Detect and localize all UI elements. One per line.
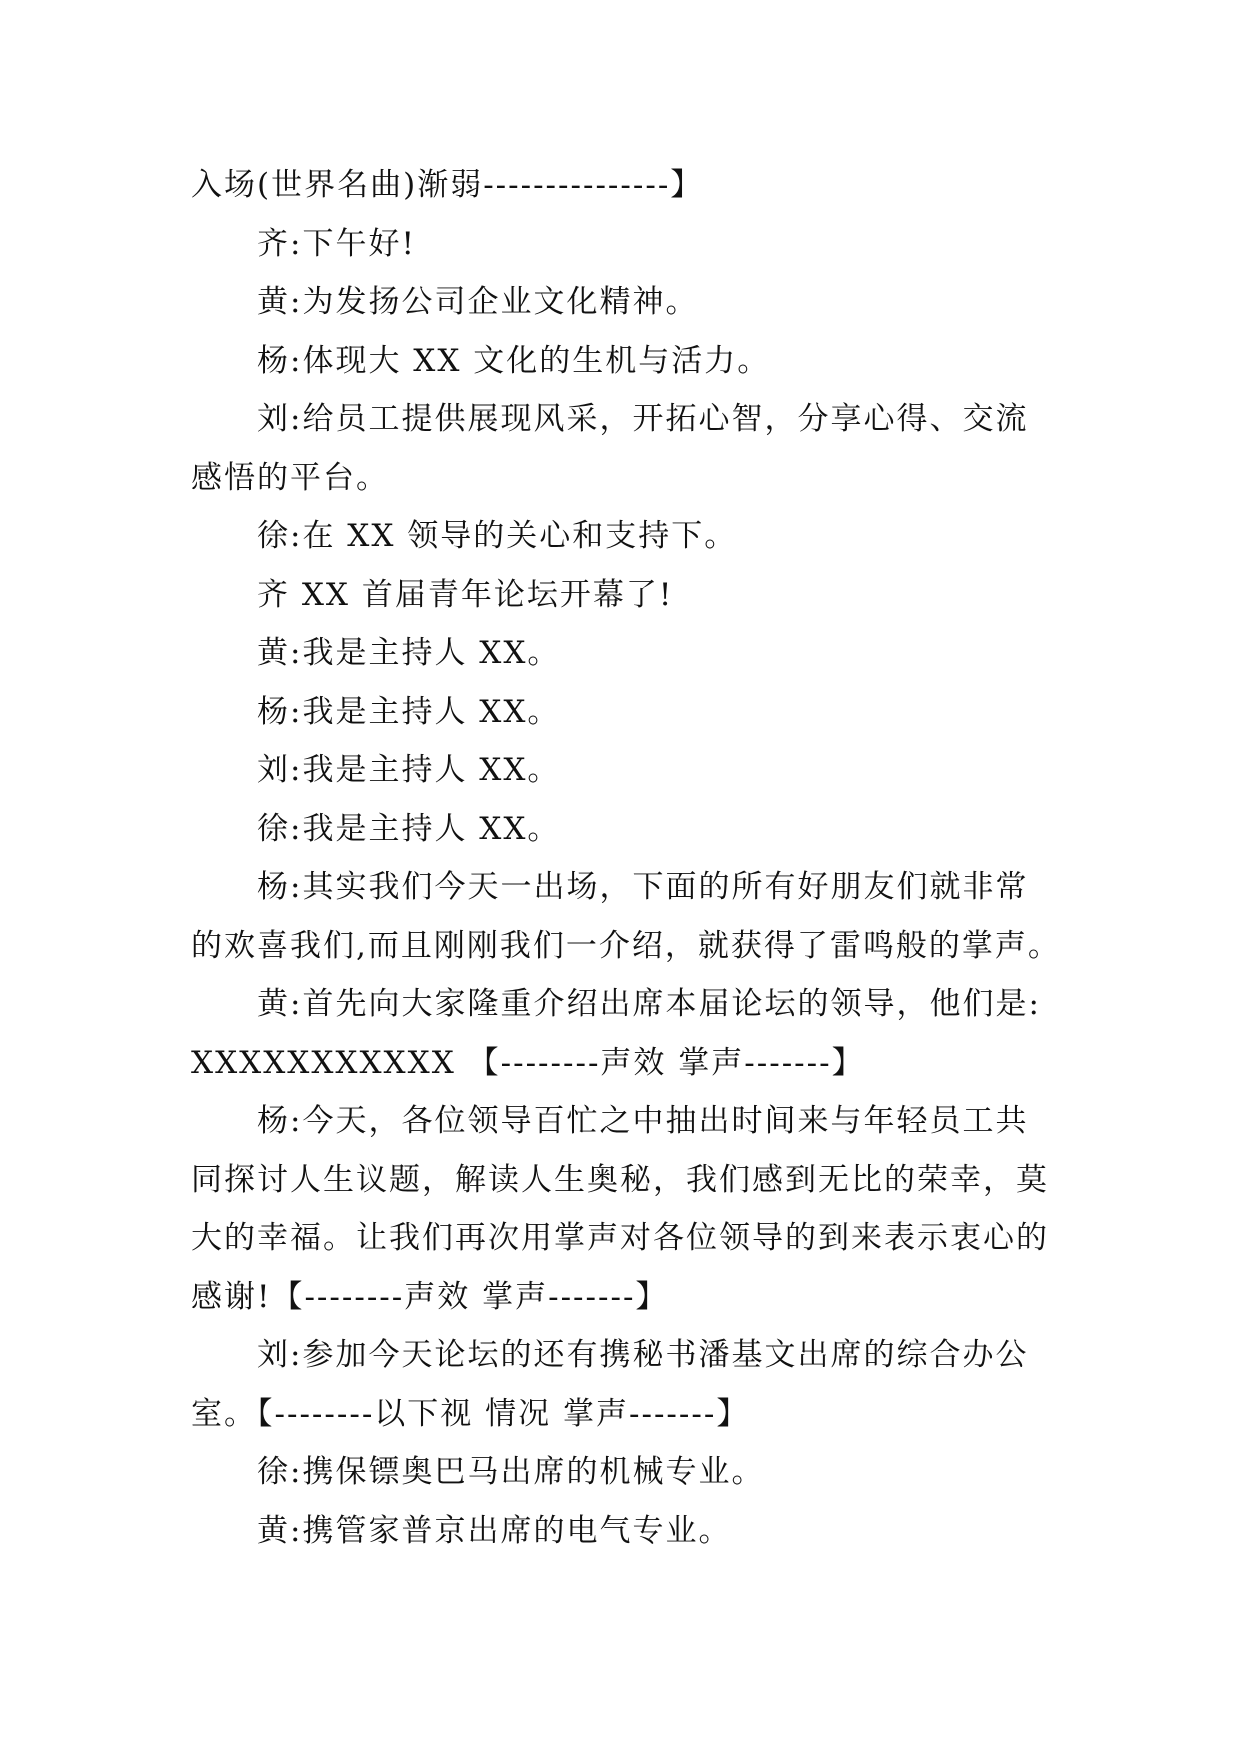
dialogue-line: 刘:给员工提供展现风采，开拓心智，分享心得、交流感悟的平台。 [191,401,1029,496]
dialogue-line: 齐 XX 首届青年论坛开幕了! [257,576,674,613]
document-body [191,156,1061,1560]
dialogue-line: 黄:首先向大家隆重介绍出席本届论坛的领导，他们是:XXXXXXXXXXX 【--------声效 掌声-------】 [191,986,1041,1081]
dialogue-line: 徐:在 XX 领导的关心和支持下。 [257,518,738,554]
dialogue-line: 徐:我是主持人 XX。 [257,810,561,847]
dialogue-line: 杨:体现大 XX 文化的生机与活力。 [257,342,771,379]
dialogue-line: 黄:为发扬公司企业文化精神。 [257,284,699,320]
dialogue-line: 刘:我是主持人 XX。 [257,752,561,788]
dialogue-line: 徐:携保镖奥巴马出席的机械专业。 [257,1454,765,1490]
dialogue-line: 杨:我是主持人 XX。 [257,693,561,730]
intro-line: 入场(世界名曲)渐弱---------------】 [191,167,704,203]
dialogue-line: 黄:我是主持人 XX。 [257,635,561,671]
dialogue-line: 杨:其实我们今天一出场，下面的所有好朋友们就非常的欢喜我们,而且刚刚我们一介绍，就获得了雷鸣般的掌声。 [191,869,1061,964]
dialogue-line: 黄:携管家普京出席的电气专业。 [257,1512,732,1549]
dialogue-line: 杨:今天，各位领导百忙之中抽出时间来与年轻员工共同探讨人生议题，解读人生奥秘，我们感到无比的荣幸，莫大的幸福。让我们再次用掌声对各位领导的到来表示衷心的感谢!【--------声效 掌声-------】 [191,1103,1049,1315]
dialogue-line: 齐:下午好! [257,225,416,262]
dialogue-line: 刘:参加今天论坛的还有携秘书潘基文出席的综合办公室。【--------以下视 情况 掌声-------】 [191,1337,1029,1432]
